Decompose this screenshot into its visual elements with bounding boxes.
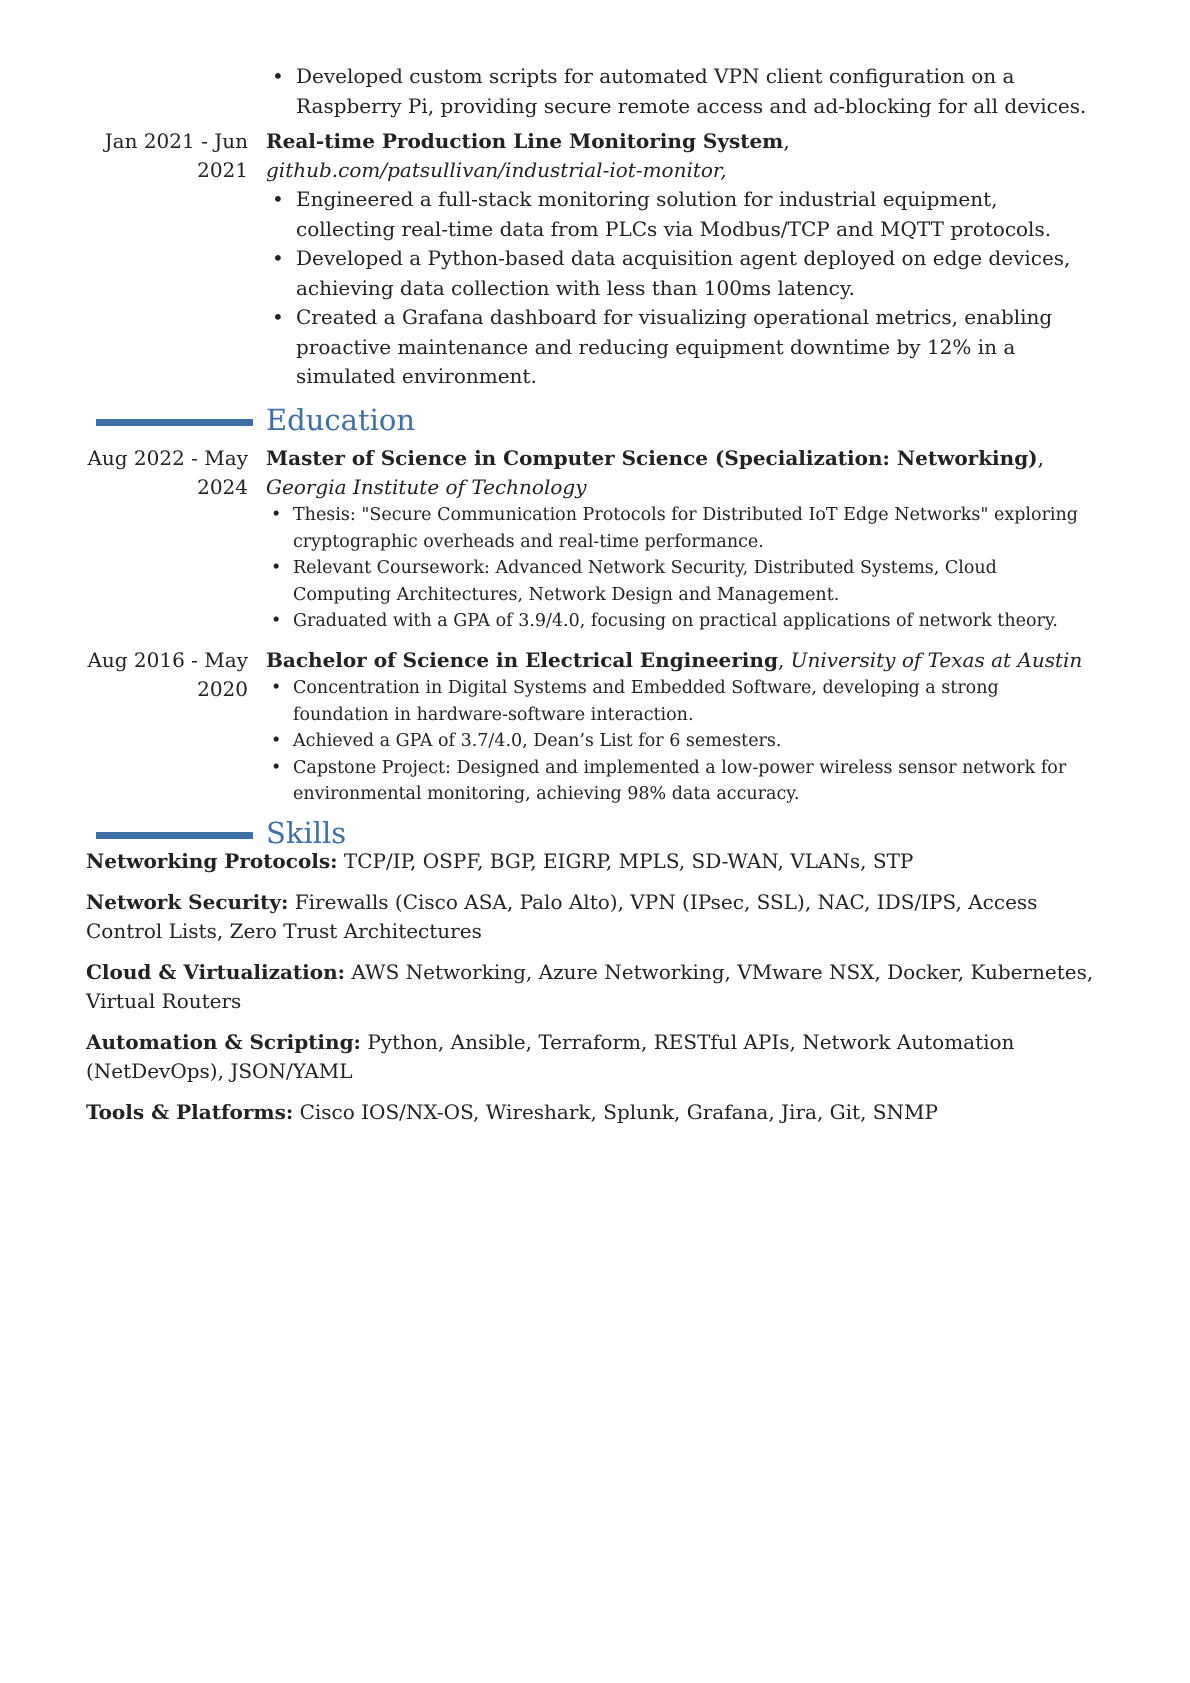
education-dates: Aug 2022 - May 2024: [87, 446, 248, 499]
bullet-item: • Developed a Python-based data acquisition agent deployed on edge devices, achieving data collection with less than 100ms latency.: [266, 244, 1096, 303]
section-accent-bar: [96, 832, 253, 839]
skill-row: [86, 1098, 1096, 1128]
education-title: Bachelor of Science in Electrical Engineering, University of Texas at Austin: [266, 648, 1083, 672]
section-title: Skills: [266, 816, 347, 850]
school-name: University of Texas at Austin: [790, 648, 1083, 672]
school-name: Georgia Institute of Technology: [266, 475, 587, 499]
skill-row: [86, 888, 1096, 947]
bullet-item: • Achieved a GPA of 3.7/4.0, Dean’s List for 6 semesters.: [266, 728, 1096, 755]
skill-label: Networking Protocols:: [86, 849, 338, 873]
skill-row: [86, 847, 1096, 877]
skill-value: Cisco IOS/NX-OS, Wireshark, Splunk, Grafana, Jira, Git, SNMP: [299, 1099, 938, 1124]
bullet-item: • Relevant Coursework: Advanced Network Security, Distributed Systems, Cloud Computing Architectures, Network Design and Management.: [266, 555, 1096, 608]
skill-label: Tools & Platforms:: [86, 1099, 294, 1124]
skill-value: AWS Networking, Azure Networking, VMware NSX, Docker, Kubernetes, Virtual Routers: [86, 959, 1094, 1013]
section-header-skills: [0, 815, 1190, 851]
degree-name: Bachelor of Science in Electrical Engineering: [266, 648, 778, 672]
bullet-item: • Capstone Project: Designed and implemented a low-power wireless sensor network for environmental monitoring, achieving 98% data accuracy.: [266, 755, 1096, 808]
skill-row: [86, 1028, 1096, 1087]
skill-value: TCP/IP, OSPF, BGP, EIGRP, MPLS, SD-WAN, VLANs, STP: [343, 849, 914, 873]
education-title: Master of Science in Computer Science (Specialization: Networking), Georgia Institute of Technology: [266, 446, 1044, 499]
bullet-item: • Engineered a full-stack monitoring solution for industrial equipment, collecting real-time data from PLCs via Modbus/TCP and MQTT protocols.: [266, 185, 1096, 244]
project-link[interactable]: github.com/patsullivan/industrial-iot-monitor,: [266, 158, 727, 182]
section-accent-bar: [96, 419, 253, 426]
bullet-list: [266, 502, 1096, 635]
section-header-education: [0, 402, 1190, 438]
skill-value: Firewalls (Cisco ASA, Palo Alto), VPN (IPsec, SSL), NAC, IDS/IPS, Access Control Lists, Zero Trust Architectures: [86, 889, 1038, 943]
skill-label: Network Security:: [86, 889, 289, 914]
bullet-item: • Thesis: "Secure Communication Protocols for Distributed IoT Edge Networks" exploring cryptographic overheads and real-time performance.: [266, 502, 1096, 555]
bullet-item: • Created a Grafana dashboard for visualizing operational metrics, enabling proactive maintenance and reducing equipment downtime by 12% in a simulated environment.: [266, 303, 1096, 392]
project-dates: Jan 2021 - Jun 2021: [104, 129, 248, 182]
project-title: Real-time Production Line Monitoring System, github.com/patsullivan/industrial-iot-monitor,: [266, 129, 790, 182]
skill-value: Python, Ansible, Terraform, RESTful APIs, Network Automation (NetDevOps), JSON/YAML: [86, 1029, 1015, 1083]
skill-row: [86, 958, 1096, 1017]
bullet-list: [266, 185, 1096, 392]
bullet-list: [266, 62, 1096, 121]
section-title: Education: [266, 403, 416, 437]
project-name: Real-time Production Line Monitoring System: [266, 129, 784, 153]
skills-list: [86, 847, 1096, 1138]
degree-name: Master of Science in Computer Science (Specialization: Networking): [266, 446, 1038, 470]
skill-label: Cloud & Virtualization:: [86, 959, 346, 984]
bullet-item: • Developed custom scripts for automated VPN client configuration on a Raspberry Pi, providing secure remote access and ad-blocking for all devices.: [266, 62, 1096, 121]
bullet-item: • Graduated with a GPA of 3.9/4.0, focusing on practical applications of network theory.: [266, 608, 1096, 635]
bullet-list: [266, 675, 1096, 808]
skill-label: Automation & Scripting:: [86, 1029, 361, 1054]
education-dates: Aug 2016 - May 2020: [87, 648, 248, 701]
bullet-item: • Concentration in Digital Systems and Embedded Software, developing a strong foundation in hardware-software interaction.: [266, 675, 1096, 728]
